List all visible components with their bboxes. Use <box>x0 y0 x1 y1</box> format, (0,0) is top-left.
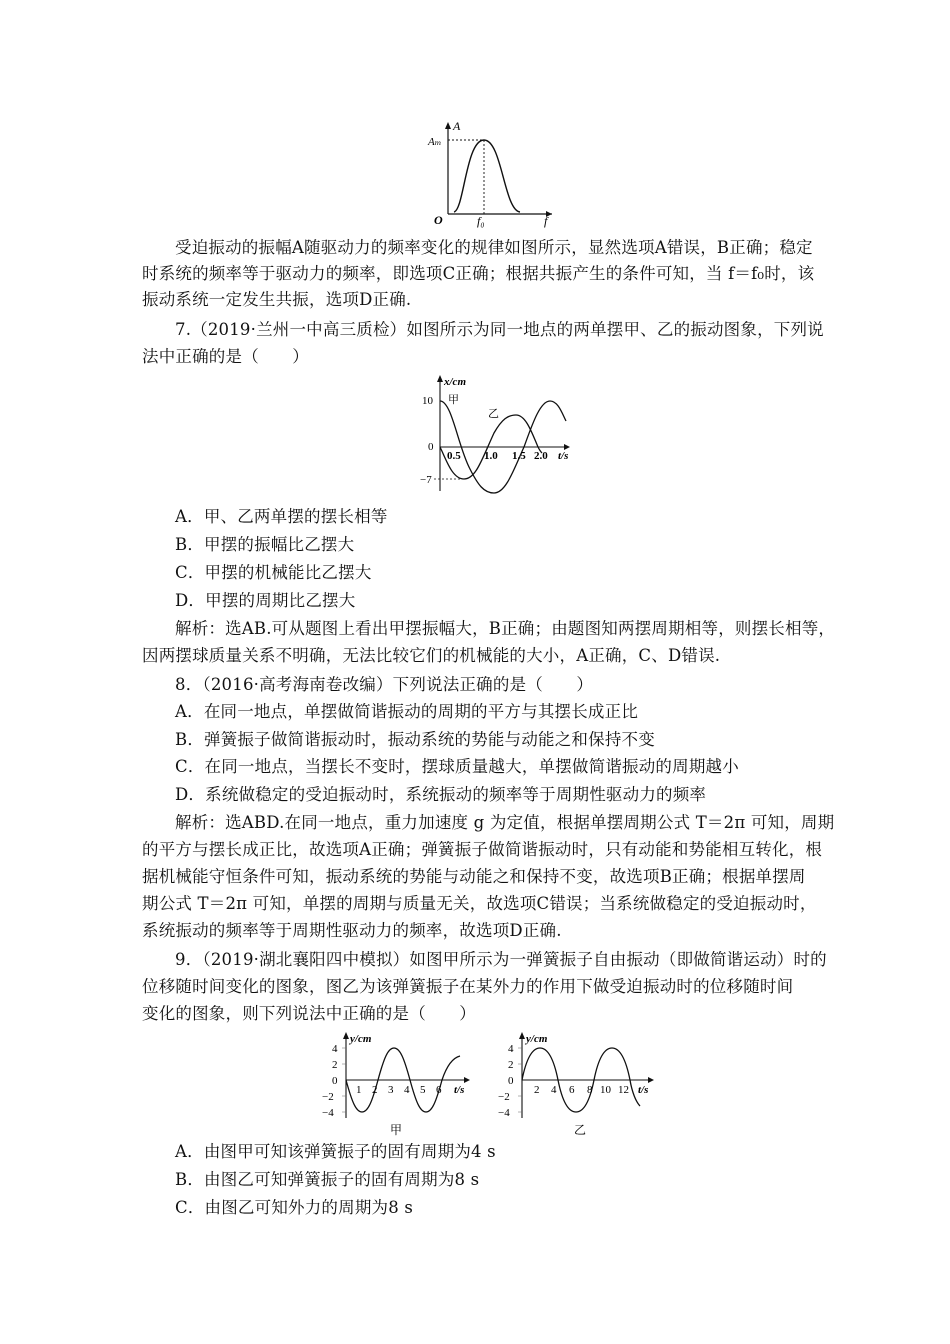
q6-analysis-line-3: 振动系统一定发生共振，选项D正确. <box>142 290 412 309</box>
q7-stem-line-2: 法中正确的是（ ） <box>142 347 309 366</box>
q9-yi-x-tick-2: 2 <box>534 1084 540 1096</box>
q7-x-tick-1.0: 1.0 <box>484 450 498 462</box>
q9-yi-x-tick-10: 10 <box>600 1084 611 1096</box>
q9-jia-y-tick-0: 0 <box>332 1075 338 1087</box>
q7-series-yi-label: 乙 <box>488 408 499 420</box>
resonance-x-axis-label: f <box>544 214 548 228</box>
q9-yi-x-tick-8: 8 <box>587 1084 593 1096</box>
q9-yi-x-tick-6: 6 <box>569 1084 575 1096</box>
q9-yi-x-label: t/s <box>638 1084 649 1096</box>
resonance-curve-figure <box>420 118 560 228</box>
q7-option-d: D．甲摆的周期比乙摆大 <box>175 591 356 610</box>
q9-jia-y-tick-2: 2 <box>332 1059 338 1071</box>
q7-y-tick-0: 0 <box>428 441 434 453</box>
q9-jia-x-label: t/s <box>454 1084 465 1096</box>
q7-pendulum-graph <box>418 373 578 498</box>
q7-option-b: B．甲摆的振幅比乙摆大 <box>175 535 355 554</box>
q9-jia-x-tick-6: 6 <box>436 1084 442 1096</box>
resonance-origin-label: O <box>434 213 443 227</box>
q9-yi-caption: 乙 <box>574 1123 587 1137</box>
q8-analysis-line-3: 据机械能守恒条件可知，振动系统的势能与动能之和保持不变，故选项B正确；根据单摆周 <box>142 867 806 886</box>
q7-analysis-line-1: 解析：选AB.可从题图上看出甲摆振幅大，B正确；由题图知两摆周期相等，则摆长相等， <box>175 619 836 638</box>
q9-stem-line-1: 9．（2019·湖北襄阳四中模拟）如图甲所示为一弹簧振子自由振动（即做简谐运动）时的 <box>175 950 827 969</box>
q8-analysis-line-5: 系统振动的频率等于周期性驱动力的频率，故选项D正确. <box>142 921 562 940</box>
q7-x-axis-label: t/s <box>558 450 569 462</box>
q9-jia-x-tick-3: 3 <box>388 1084 394 1096</box>
q9-option-b: B．由图乙可知弹簧振子的固有周期为8 s <box>175 1170 480 1189</box>
q7-stem-line-1: 7.（2019·兰州一中高三质检）如图所示为同一地点的两单摆甲、乙的振动图象，下列说 <box>175 320 824 339</box>
q9-jia-y-label: y/cm <box>350 1033 372 1045</box>
q9-stem-line-3: 变化的图象，则下列说法中正确的是（ ） <box>142 1004 476 1023</box>
q8-analysis-line-1: 解析：选ABD.在同一地点，重力加速度 g 为定值，根据单摆周期公式 T＝2π 可知，周期 <box>175 813 835 832</box>
q7-x-tick-1.5: 1.5 <box>512 450 526 462</box>
q9-jia-x-tick-2: 2 <box>372 1084 378 1096</box>
q7-option-c: C．甲摆的机械能比乙摆大 <box>175 563 372 582</box>
q9-yi-y-tick-0: 0 <box>508 1075 514 1087</box>
q8-option-b: B．弹簧振子做简谐振动时，振动系统的势能与动能之和保持不变 <box>175 730 655 749</box>
q9-option-c: C．由图乙可知外力的周期为8 s <box>175 1198 414 1217</box>
q9-jia-y-tick-minus4: −4 <box>322 1107 334 1119</box>
q9-option-a: A．由图甲可知该弹簧振子的固有周期为4 s <box>175 1142 496 1161</box>
q9-jia-x-tick-5: 5 <box>420 1084 426 1096</box>
q9-yi-y-tick-minus2: −2 <box>498 1091 510 1103</box>
q8-option-a: A．在同一地点，单摆做简谐振动的周期的平方与其摆长成正比 <box>175 702 639 721</box>
q8-analysis-line-4: 期公式 T＝2π 可知，单摆的周期与质量无关，故选项C错误；当系统做稳定的受迫振动时， <box>142 894 817 913</box>
q9-stem-line-2: 位移随时间变化的图象，图乙为该弹簧振子在某外力的作用下做受迫振动时的位移随时间 <box>142 977 794 996</box>
q9-jia-y-tick-4: 4 <box>332 1043 338 1055</box>
q7-option-a: A．甲、乙两单摆的摆长相等 <box>175 507 388 526</box>
q9-jia-x-tick-4: 4 <box>404 1084 410 1096</box>
q9-graph-yi <box>496 1030 666 1138</box>
q9-jia-y-tick-minus2: −2 <box>322 1091 334 1103</box>
q7-y-tick-minus7: −7 <box>420 474 432 486</box>
q8-analysis-line-2: 的平方与摆长成正比，故选项A正确；弹簧振子做简谐振动时，只有动能和势能相互转化，根 <box>142 840 823 859</box>
q9-jia-x-tick-1: 1 <box>356 1084 362 1096</box>
q7-series-jia-label: 甲 <box>448 394 459 406</box>
q9-yi-x-tick-12: 12 <box>618 1084 629 1096</box>
q6-analysis-line-1: 受迫振动的振幅A随驱动力的频率变化的规律如图所示，显然选项A错误，B正确；稳定 <box>175 238 813 257</box>
q9-yi-y-tick-4: 4 <box>508 1043 514 1055</box>
q9-jia-caption: 甲 <box>390 1123 403 1137</box>
resonance-f0-label: f₀ <box>477 214 485 228</box>
resonance-peak-label: Aₘ <box>428 136 442 148</box>
q7-x-tick-0.5: 0.5 <box>447 450 461 462</box>
q6-analysis-line-2: 时系统的频率等于驱动力的频率，即选项C正确；根据共振产生的条件可知，当 f＝f₀时，该 <box>142 264 815 283</box>
q9-yi-x-tick-4: 4 <box>551 1084 557 1096</box>
q7-x-tick-2.0: 2.0 <box>534 450 548 462</box>
q8-option-d: D．系统做稳定的受迫振动时，系统振动的频率等于周期性驱动力的频率 <box>175 785 707 804</box>
q7-y-tick-10: 10 <box>422 395 433 407</box>
q8-option-c: C．在同一地点，当摆长不变时，摆球质量越大，单摆做简谐振动的周期越小 <box>175 757 739 776</box>
q9-graph-jia <box>318 1030 478 1138</box>
resonance-y-axis-label: A <box>453 119 461 133</box>
q9-yi-y-label: y/cm <box>526 1033 548 1045</box>
q9-yi-y-tick-2: 2 <box>508 1059 514 1071</box>
q7-analysis-line-2: 因两摆球质量关系不明确，无法比较它们的机械能的大小，A正确，C、D错误. <box>142 646 721 665</box>
q7-y-axis-label: x/cm <box>444 376 466 388</box>
q8-stem: 8．（2016·高考海南卷改编）下列说法正确的是（ ） <box>175 675 594 694</box>
q9-yi-y-tick-minus4: −4 <box>498 1107 510 1119</box>
